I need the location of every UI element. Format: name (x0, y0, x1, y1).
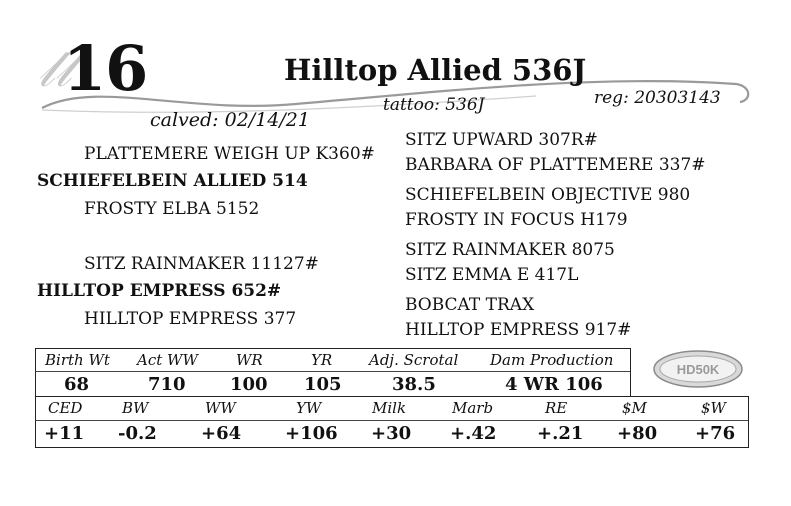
pedigree-sire-dam: FROSTY ELBA 5152 (84, 199, 260, 219)
epd-value: -0.2 (118, 423, 157, 444)
epd-value: +11 (44, 423, 85, 444)
ancestor: SITZ EMMA E 417L (405, 265, 579, 285)
perf-header: Act WW (137, 351, 198, 369)
calved-date: calved: 02/14/21 (150, 109, 310, 131)
hd50k-badge (652, 349, 744, 389)
epd-value: +64 (201, 423, 242, 444)
epd-value: +80 (617, 423, 658, 444)
pedigree-sire: SCHIEFELBEIN ALLIED 514 (37, 171, 308, 191)
badge-label: HD50K (676, 362, 720, 377)
perf-value: 100 (230, 374, 268, 395)
perf-value: 68 (64, 374, 90, 395)
lot-monogram-decoration: 𝓁𝓁 (38, 40, 72, 98)
epd-header: $M (622, 399, 647, 417)
epd-header: YW (296, 399, 322, 417)
perf-value: 38.5 (392, 374, 436, 395)
perf-value: 710 (148, 374, 186, 395)
perf-header: Dam Production (490, 351, 614, 369)
epd-header: $W (701, 399, 726, 417)
epd-header: BW (122, 399, 149, 417)
perf-header: Birth Wt (45, 351, 110, 369)
epd-header: RE (545, 399, 568, 417)
epd-value: +106 (285, 423, 338, 444)
lot-number: 16 (63, 32, 148, 105)
ancestor: SITZ UPWARD 307R# (405, 130, 598, 150)
pedigree-sire-sire: PLATTEMERE WEIGH UP K360# (84, 144, 375, 164)
ancestor: BARBARA OF PLATTEMERE 337# (405, 155, 706, 175)
ancestor: BOBCAT TRAX (405, 295, 535, 315)
perf-header: Adj. Scrotal (369, 351, 459, 369)
epd-value: +76 (695, 423, 736, 444)
epd-header: Milk (372, 399, 407, 417)
perf-value: 105 (304, 374, 342, 395)
epd-header: WW (205, 399, 236, 417)
ancestor: HILLTOP EMPRESS 917# (405, 320, 632, 340)
perf-value: 4 WR 106 (505, 374, 603, 395)
epd-value: +.42 (450, 423, 497, 444)
ancestor: SCHIEFELBEIN OBJECTIVE 980 (405, 185, 691, 205)
epd-value: +30 (371, 423, 412, 444)
perf-header: YR (311, 351, 333, 369)
ancestor: FROSTY IN FOCUS H179 (405, 210, 628, 230)
ancestor: SITZ RAINMAKER 8075 (405, 240, 615, 260)
pedigree-dam-sire: SITZ RAINMAKER 11127# (84, 254, 319, 274)
registration-number: reg: 20303143 (594, 88, 721, 108)
epd-header: CED (48, 399, 83, 417)
animal-name: Hilltop Allied 536J (284, 53, 587, 87)
epd-value: +.21 (537, 423, 584, 444)
tattoo-label: tattoo: 536J (383, 95, 485, 115)
pedigree-dam: HILLTOP EMPRESS 652# (37, 281, 282, 301)
epd-header: Marb (452, 399, 494, 417)
perf-header: WR (236, 351, 263, 369)
pedigree-dam-dam: HILLTOP EMPRESS 377 (84, 309, 297, 329)
